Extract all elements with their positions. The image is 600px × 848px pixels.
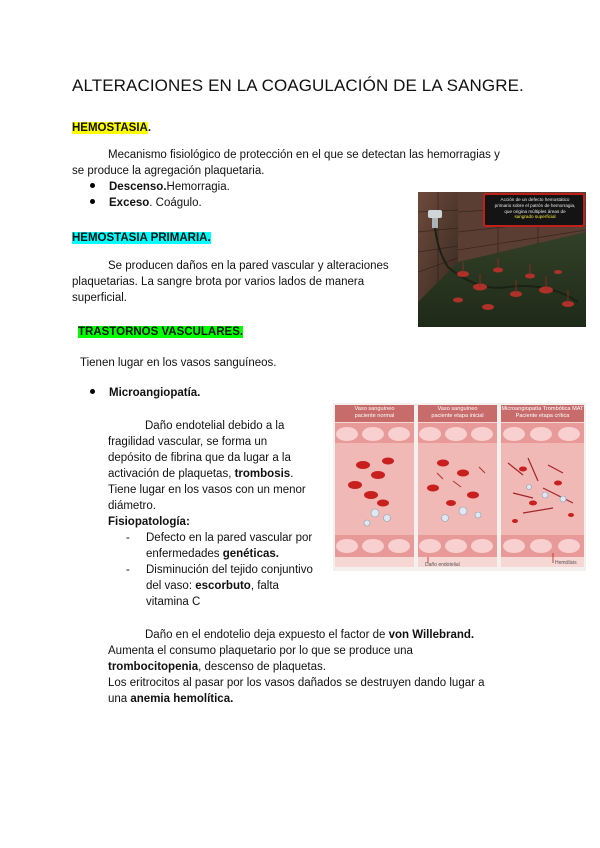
final-line2: Aumenta el consumo plaquetario por lo que se produce una bbox=[108, 645, 413, 657]
hemostasia-p2: se produce la agregación plaquetaria. bbox=[72, 165, 265, 177]
text-span: , descenso de plaquetas. bbox=[198, 661, 326, 673]
trastornos-heading bbox=[78, 322, 243, 340]
bullet-dot bbox=[90, 389, 95, 394]
bullet-text: Hemorragia. bbox=[166, 181, 230, 193]
panel-header-line: paciente normal bbox=[354, 412, 395, 419]
text-span: . bbox=[290, 468, 294, 480]
fisiopatologia-label: Fisiopatología: bbox=[108, 516, 190, 528]
caption-line: primario sobre el patrón de hemorragia, bbox=[494, 202, 576, 208]
micro-desc-line4 bbox=[108, 466, 293, 482]
panel-header-initial bbox=[418, 406, 497, 419]
bullet-dot bbox=[90, 199, 95, 204]
panel-header-line: paciente etapa inicial bbox=[431, 412, 484, 419]
bullet-term: Exceso bbox=[109, 197, 150, 209]
hemostasia-heading-text: HEMOSTASIA bbox=[72, 122, 148, 134]
panel-header-normal bbox=[335, 406, 414, 419]
final-line3 bbox=[108, 659, 326, 675]
final-line5 bbox=[108, 691, 233, 707]
dash-marker: - bbox=[126, 532, 130, 544]
label-hemolisis: Hemólisis bbox=[555, 560, 577, 566]
panel-header-critical bbox=[501, 406, 584, 419]
bold-span: genéticas. bbox=[222, 548, 279, 560]
primaria-line3: superficial. bbox=[72, 292, 127, 304]
bullet-microangiopatia bbox=[90, 385, 200, 401]
text-span: Disminución del tejido conjuntivo bbox=[146, 564, 313, 576]
panel-header-line: Paciente etapa crítica bbox=[515, 412, 570, 419]
micro-desc-line5: Tiene lugar en los vasos con un menor bbox=[108, 484, 306, 496]
text-span: , falta bbox=[250, 580, 279, 592]
microangiopathy-illustration bbox=[333, 403, 586, 571]
bold-span: von Willebrand. bbox=[388, 629, 475, 641]
bold-span: trombocitopenia bbox=[108, 661, 199, 673]
bullet-exceso bbox=[90, 195, 202, 211]
panel-header-line: Vaso sanguíneo bbox=[437, 406, 478, 412]
bold-span: trombosis bbox=[234, 468, 291, 480]
microangiopathy-figure bbox=[333, 403, 586, 571]
final-line4: Los eritrocitos al pasar por los vasos dañados se destruyen dando lugar a bbox=[108, 677, 485, 689]
primaria-heading-text: HEMOSTASIA PRIMARIA. bbox=[72, 232, 211, 244]
bold-span: escorbuto bbox=[195, 580, 251, 592]
trastornos-heading-text: TRASTORNOS VASCULARES. bbox=[78, 326, 244, 338]
text-span: una bbox=[108, 693, 131, 705]
text-span: Daño en el endotelio deja expuesto el factor de bbox=[145, 629, 389, 641]
caption-line-highlight: sangrado superficial bbox=[514, 214, 556, 220]
bold-span: anemia hemolítica. bbox=[130, 693, 234, 705]
text-span: del vaso: bbox=[146, 580, 196, 592]
bullet-term: Descenso. bbox=[109, 181, 167, 193]
label-dano-endotelial: Daño endotelial bbox=[425, 562, 460, 568]
dash-item-1-line2 bbox=[146, 546, 279, 562]
dash-marker: - bbox=[126, 564, 130, 576]
micro-desc-line6: diámetro. bbox=[108, 500, 156, 512]
panel-header-line: Microangiopatía Trombótica MAT bbox=[501, 406, 584, 412]
caption-line: que origina múltiples áreas de bbox=[504, 208, 566, 214]
hemorrhage-figure bbox=[418, 192, 586, 327]
panel-header-line: Vaso sanguíneo bbox=[354, 406, 395, 412]
bullet-descenso bbox=[90, 179, 230, 195]
text-span: activación de plaquetas, bbox=[108, 468, 235, 480]
primaria-line2: plaquetarias. La sangre brota por varios lados de manera bbox=[72, 276, 365, 288]
bullet-term: Microangiopatía. bbox=[109, 387, 201, 399]
micro-desc-line1: Daño endotelial debido a la bbox=[145, 420, 285, 432]
micro-desc-line2: fragilidad vascular, se forma un bbox=[108, 436, 268, 448]
hemostasia-p1: Mecanismo fisiológico de protección en el que se detectan las hemorragias y bbox=[108, 149, 500, 161]
hemostasia-heading-dot: . bbox=[147, 122, 152, 134]
dash-item-1 bbox=[126, 530, 312, 546]
dash-item-2-line2 bbox=[146, 578, 279, 594]
final-line1 bbox=[145, 627, 474, 643]
bullet-text: . Coágulo. bbox=[149, 197, 202, 209]
hemorrhage-caption bbox=[488, 197, 582, 220]
dash-item-2 bbox=[126, 562, 313, 578]
bullet-dot bbox=[90, 183, 95, 188]
trastornos-intro: Tienen lugar en los vasos sanguíneos. bbox=[80, 357, 277, 369]
text-span: Defecto en la pared vascular por bbox=[146, 532, 313, 544]
primaria-line1: Se producen daños en la pared vascular y alteraciones bbox=[108, 260, 389, 272]
caption-line: Acción de un defecto hemostático bbox=[500, 197, 570, 202]
page-title: ALTERACIONES EN LA COAGULACIÓN DE LA SANGRE. bbox=[72, 76, 524, 95]
dash-item-2-line3: vitamina C bbox=[146, 596, 201, 608]
hemostasia-heading bbox=[72, 118, 151, 136]
primaria-heading bbox=[72, 228, 211, 246]
text-span: enfermedades bbox=[146, 548, 223, 560]
micro-desc-line3: depósito de fibrina que da lugar a la bbox=[108, 452, 291, 464]
